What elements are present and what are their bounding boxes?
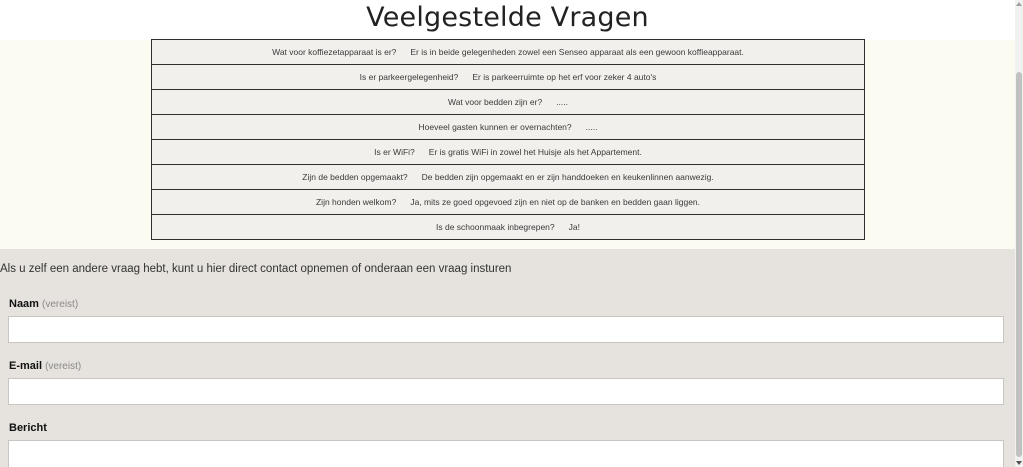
scroll-down-icon[interactable] <box>1016 461 1022 465</box>
name-field[interactable] <box>8 316 1004 343</box>
faq-row[interactable] <box>151 115 865 140</box>
form-intro: Als u zelf een andere vraag hebt, kunt u hier direct contact opnemen of onderaan een vraag insturen <box>0 263 512 275</box>
page-scrollbar[interactable] <box>1015 0 1023 467</box>
faq-row[interactable] <box>151 39 865 65</box>
message-field[interactable] <box>8 440 1004 467</box>
contact-form <box>0 249 1015 467</box>
email-label-text: E-mail <box>9 360 43 372</box>
faq-question: Is er WiFi? <box>374 147 415 157</box>
faq-question: Hoeveel gasten kunnen er overnachten? <box>418 122 572 132</box>
message-label <box>9 422 47 434</box>
faq-answer: Er is in beide gelegenheden zowel een Senseo apparaat als een gewoon koffieapparaat. <box>410 47 744 57</box>
faq-question: Wat voor bedden zijn er? <box>448 97 543 107</box>
email-required-hint: (vereist) <box>45 361 82 372</box>
faq-answer: Er is gratis WiFi in zowel het Huisje als het Appartement. <box>428 147 642 157</box>
name-label-text: Naam <box>9 298 39 310</box>
faq-question: Zijn de bedden opgemaakt? <box>302 172 408 182</box>
faq-table <box>151 39 865 240</box>
scroll-up-icon[interactable] <box>1016 2 1022 6</box>
faq-row[interactable] <box>151 140 865 165</box>
faq-question: Is de schoonmaak inbegrepen? <box>436 222 555 232</box>
faq-row[interactable] <box>151 90 865 115</box>
faq-question: Zijn honden welkom? <box>315 197 397 207</box>
faq-question: Is er parkeergelegenheid? <box>359 72 459 82</box>
message-label-text: Bericht <box>9 422 47 434</box>
faq-row[interactable] <box>151 190 865 215</box>
page-title: Veelgestelde Vragen <box>366 2 649 33</box>
faq-row[interactable] <box>151 165 865 190</box>
faq-row[interactable] <box>151 65 865 90</box>
email-label <box>9 360 81 372</box>
name-required-hint: (vereist) <box>42 299 79 310</box>
email-field[interactable] <box>8 378 1004 405</box>
faq-answer: Er is parkeerruimte op het erf voor zeker 4 auto's <box>472 72 657 82</box>
faq-answer: Ja! <box>568 222 580 232</box>
name-label <box>9 298 78 310</box>
faq-answer: ..... <box>585 122 598 132</box>
faq-answer: ..... <box>556 97 568 107</box>
title-band <box>0 0 1015 40</box>
faq-answer: Ja, mits ze goed opgevoed zijn en niet op de banken en bedden gaan liggen. <box>410 197 701 207</box>
scrollbar-thumb[interactable] <box>1016 72 1022 457</box>
faq-question: Wat voor koffiezetapparaat is er? <box>272 47 397 57</box>
faq-row[interactable] <box>151 215 865 240</box>
faq-answer: De bedden zijn opgemaakt en er zijn handdoeken en keukenlinnen aanwezig. <box>421 172 714 182</box>
